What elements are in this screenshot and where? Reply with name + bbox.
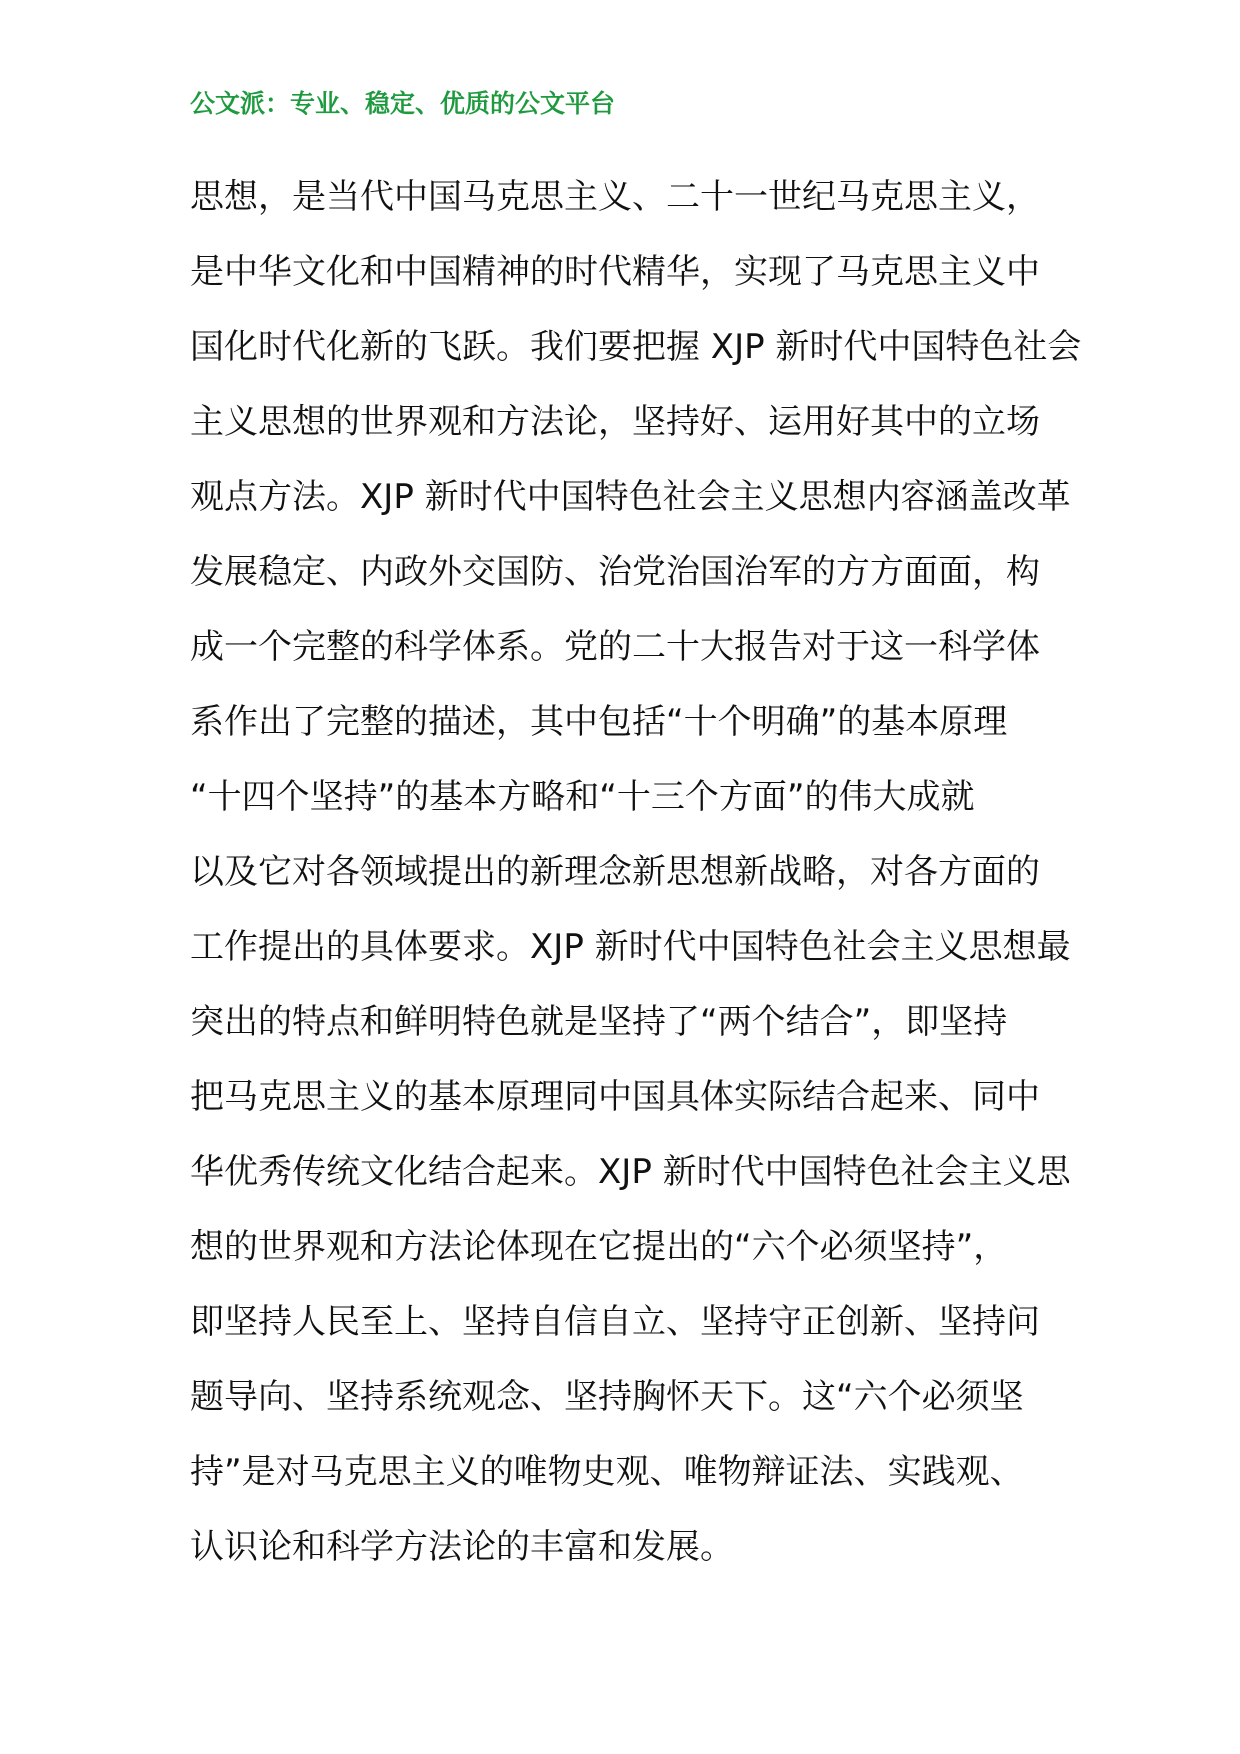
- text-line: 主义思想的世界观和方法论，坚持好、运用好其中的立场: [190, 402, 1040, 442]
- text-line: 工作提出的具体要求。XJP 新时代中国特色社会主义思想最: [190, 927, 1071, 967]
- text-line: 成一个完整的科学体系。党的二十大报告对于这一科学体: [190, 627, 1040, 667]
- text-line: 系作出了完整的描述，其中包括“十个明确”的基本原理: [190, 702, 1008, 742]
- text-line: 想的世界观和方法论体现在它提出的“六个必须坚持”，: [190, 1227, 1008, 1267]
- text-line: 突出的特点和鲜明特色就是坚持了“两个结合”，即坚持: [190, 1002, 1008, 1042]
- text-line: 观点方法。XJP 新时代中国特色社会主义思想内容涵盖改革: [190, 477, 1071, 517]
- text-line: 华优秀传统文化结合起来。XJP 新时代中国特色社会主义思: [190, 1152, 1071, 1192]
- text-line: 思想，是当代中国马克思主义、二十一世纪马克思主义，: [190, 177, 1040, 217]
- text-line: 发展稳定、内政外交国防、治党治国治军的方方面面，构: [190, 552, 1040, 592]
- text-line: 是中华文化和中国精神的时代精华，实现了马克思主义中: [190, 252, 1040, 292]
- text-line: 以及它对各领域提出的新理念新思想新战略，对各方面的: [190, 852, 1040, 892]
- body-paragraph: [190, 160, 1082, 1585]
- text-line: 题导向、坚持系统观念、坚持胸怀天下。这“六个必须坚: [190, 1377, 1024, 1417]
- text-line: 把马克思主义的基本原理同中国具体实际结合起来、同中: [190, 1077, 1040, 1117]
- text-line: 持”是对马克思主义的唯物史观、唯物辩证法、实践观、: [190, 1452, 1024, 1492]
- text-line: 国化时代化新的飞跃。我们要把握 XJP 新时代中国特色社会: [190, 327, 1082, 367]
- text-line: “十四个坚持”的基本方略和“十三个方面”的伟大成就: [190, 777, 975, 817]
- header-banner: 公文派：专业、稳定、优质的公文平台: [190, 89, 616, 118]
- text-line: 认识论和科学方法论的丰富和发展。: [190, 1527, 734, 1567]
- text-line: 即坚持人民至上、坚持自信自立、坚持守正创新、坚持问: [190, 1302, 1040, 1342]
